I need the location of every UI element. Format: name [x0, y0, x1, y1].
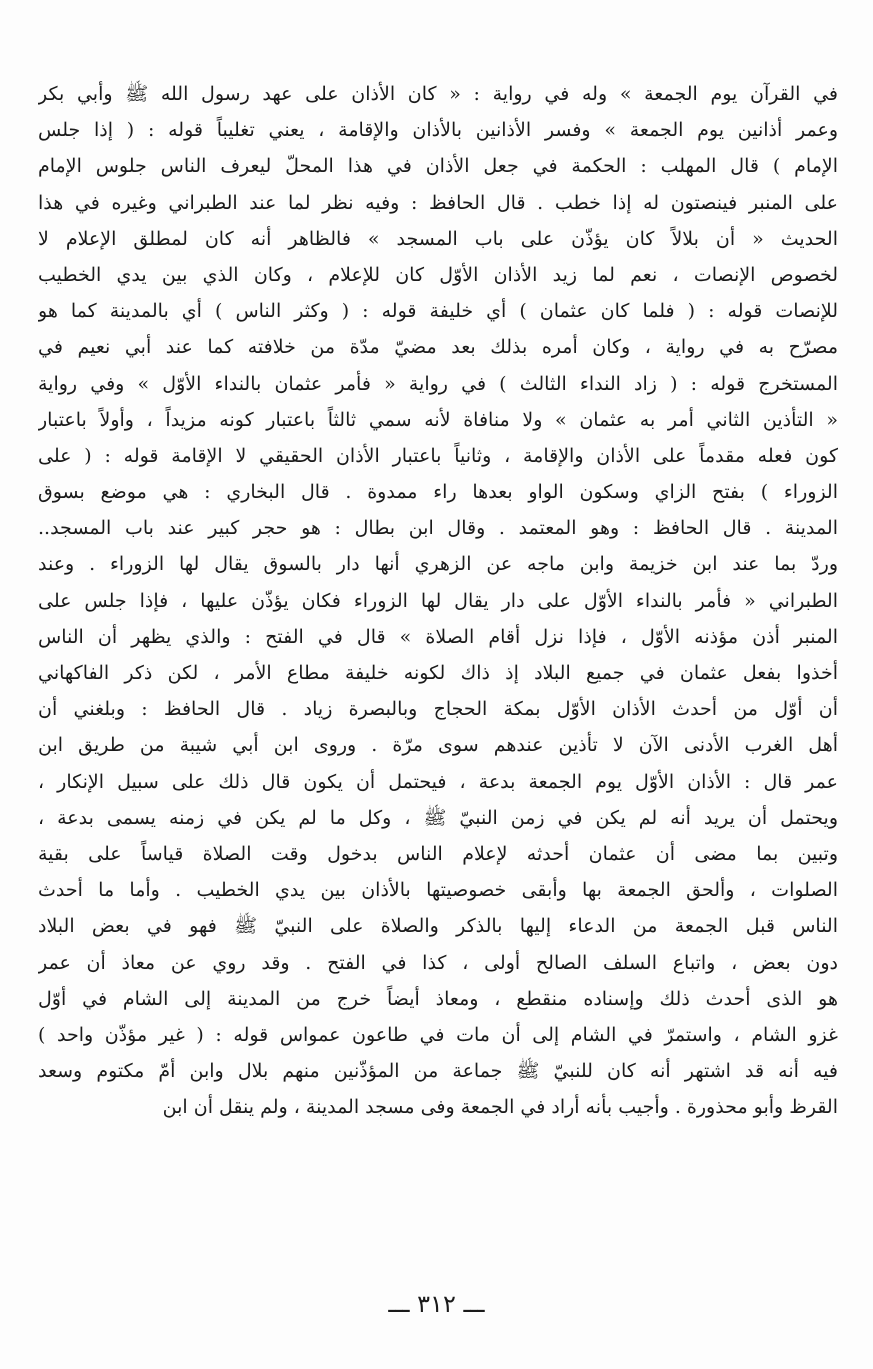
text-line: لخصوص الإنصات ، نعم لما زيد الأذان الأوّل كان للإعلام ، وكان الذي بين يدي الخطيب	[38, 263, 838, 286]
text-line: القرظ وأبو محذورة . وأجيب بأنه أراد في الجمعة وفى مسجد المدينة ، ولم ينقل أن ابن	[162, 1096, 838, 1119]
text-line: غزو الشام ، واستمرّ في الشام إلى أن مات في طاعون عمواس قوله : ( غير مؤذّن واحد )	[38, 1023, 838, 1046]
text-line: كون فعله مقدماً على الأذان والإقامة ، وثانياً باعتبار الأذان الحقيقي لا الإقامة قوله : ( على	[38, 444, 838, 467]
text-line: الزوراء ) بفتح الزاي وسكون الواو بعدها راء ممدوة . قال البخاري : هي موضع بسوق	[38, 481, 838, 504]
text-line: أهل الغرب الأدنى الآن لا تأذين عندهم سوى مرّة . وروى ابن أبي شيبة من طريق ابن	[38, 734, 838, 757]
text-line: وعمر أذانين يوم الجمعة » وفسر الأذانين بالأذان والإقامة ، يعني تغليباً قوله : ( إذا جلس	[38, 119, 838, 142]
text-line: المنبر أذن مؤذنه الأوّل ، فإذا نزل أقام الصلاة » قال في الفتح : والذي يظهر أن الناس	[38, 625, 838, 648]
text-line: المستخرج قوله : ( زاد النداء الثالث ) في رواية « فأمر عثمان بالنداء الأوّل » وفي رواية	[38, 372, 838, 395]
text-line: الحديث « أن بلالاً كان يؤذّن على باب المسجد » فالظاهر أنه كان لمطلق الإعلام لا	[38, 227, 838, 250]
text-line: في القرآن يوم الجمعة » وله في رواية : « كان الأذان على عهد رسول الله ﷺ وأبي بكر	[38, 83, 838, 105]
text-line: « التأذين الثاني أمر به عثمان » ولا منافاة لأنه سمي ثالثاً باعتبار كونه مزيداً ، وأولاً باعتبار	[38, 408, 838, 431]
text-line: وردّ بما عند ابن خزيمة وابن ماجه عن الزهري أنها دار بالسوق يقال لها الزوراء . وعند	[38, 553, 838, 576]
text-line: أخذوا بفعل عثمان في جميع البلاد إذ ذاك لكونه خليفة مطاع الأمر ، لكن ذكر الفاكهاني	[38, 662, 838, 684]
text-line: الصلوات ، وألحق الجمعة بها وأبقى خصوصيتها بالأذان بين يدي الخطيب . وأما ما أحدث	[38, 879, 838, 902]
text-line: المدينة . قال الحافظ : وهو المعتمد . وقال ابن بطال : هو حجر كبير عند باب المسجد..	[38, 517, 838, 540]
text-line: الطبراني « فأمر بالنداء الأوّل على دار يقال لها الزوراء فكان يؤذّن عليها ، فإذا جلس على	[38, 589, 838, 612]
text-line: على المنبر فينصتون له إذا خطب . قال الحافظ : وفيه نظر لما عند الطبراني وغيره في هذا	[38, 191, 838, 214]
text-line: عمر قال : الأذان الأوّل يوم الجمعة بدعة ، فيحتمل أن يكون قال ذلك على سبيل الإنكار ،	[38, 770, 838, 793]
text-line: دون بعض ، واتباع السلف الصالح أولى ، كذا في الفتح . وقد روي عن معاذ أن عمر	[38, 951, 838, 974]
text-line: مصرّح به في رواية ، وكان أمره بذلك بعد مضيّ مدّة من خلافته كما عند أبي نعيم في	[38, 336, 838, 359]
text-line: فيه أنه قد اشتهر أنه كان للنبيّ ﷺ جماعة من المؤذّنين منهم بلال وابن أمّ مكتوم وسعد	[38, 1060, 838, 1083]
text-line: هو الذى أحدث ذلك وإسناده منقطع ، ومعاذ أيضاً خرج من المدينة إلى الشام في أوّل	[38, 987, 838, 1010]
text-line: ويحتمل أن يريد أنه لم يكن في زمن النبيّ ﷺ ، وكل ما لم يكن في زمنه يسمى بدعة ،	[38, 806, 838, 829]
text-line: وتبين بما مضى أن عثمان أحدثه لإعلام الناس بدخول وقت الصلاة قياساً على بقية	[38, 842, 838, 865]
text-line: الإمام ) قال المهلب : الحكمة في جعل الأذان في هذا المحلّ ليعرف الناس جلوس الإمام	[38, 155, 838, 178]
text-line: أن أوّل من أحدث الأذان الأوّل بمكة الحجاج وبالبصرة زياد . قال الحافظ : وبلغني أن	[38, 698, 838, 721]
page-number: ـــ ٣١٢ ـــ	[388, 1290, 485, 1318]
body-text	[38, 76, 838, 1125]
text-line: للإنصات قوله : ( فلما كان عثمان ) أي خليفة قوله : ( وكثر الناس ) أي بالمدينة كما هو	[38, 300, 838, 323]
text-line: الناس قبل الجمعة من الدعاء إليها بالذكر والصلاة على النبيّ ﷺ فهو في بعض البلاد	[38, 915, 838, 938]
